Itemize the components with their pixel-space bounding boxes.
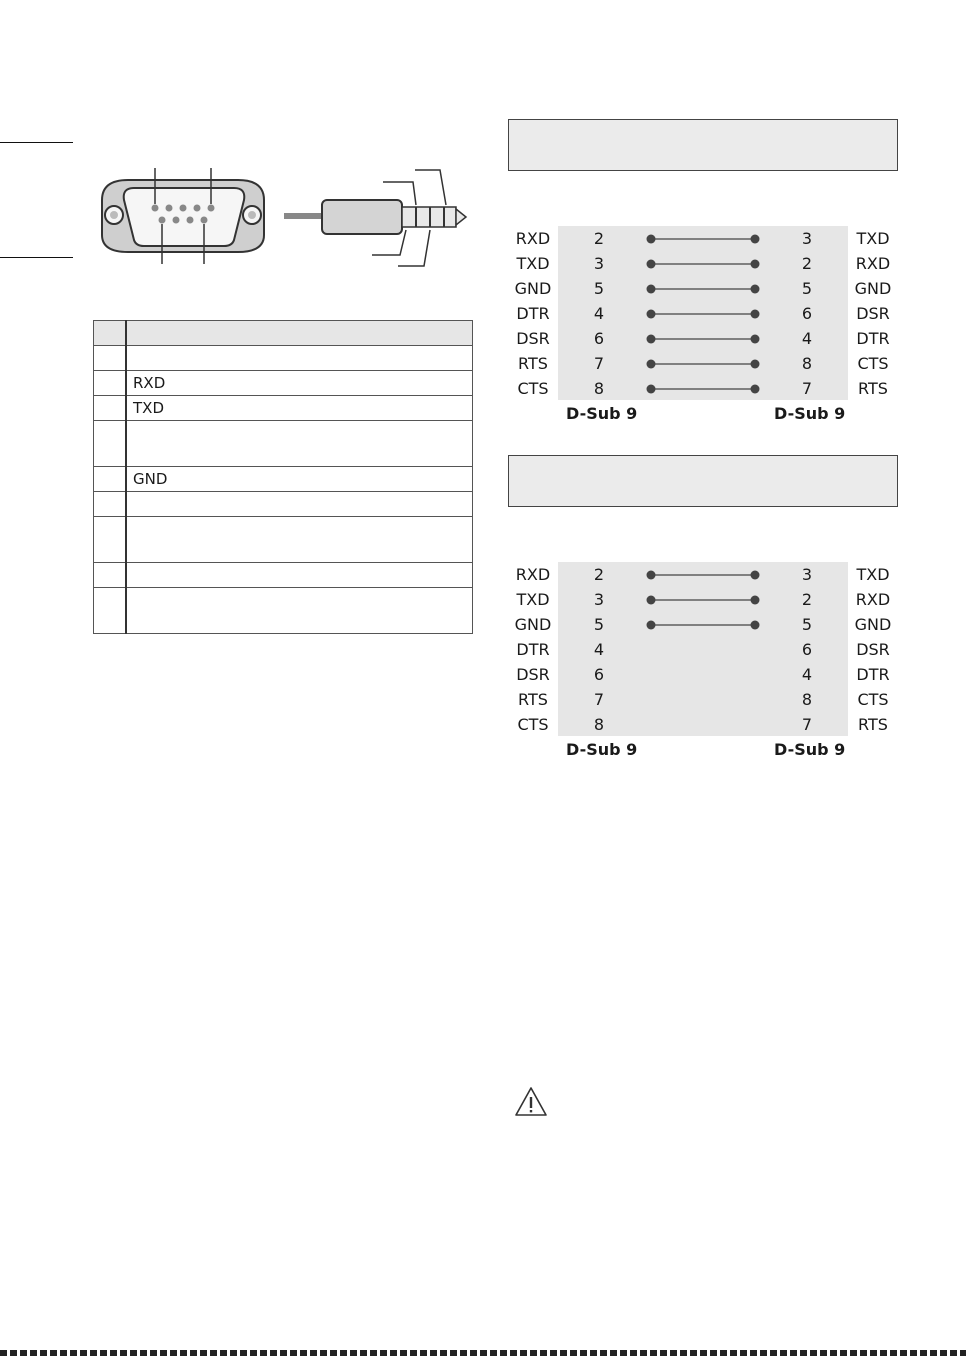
left-signal-label: DSR [516,665,550,684]
signal-cell [126,346,473,371]
left-pin-number: 3 [593,590,605,609]
left-margin-rule-top [0,142,73,143]
right-connector-label: D-Sub 9 [774,404,846,423]
right-signal-label: DSR [856,304,890,323]
right-pin-number: 3 [801,565,813,584]
table-header-row [94,321,473,346]
right-pin-number: 7 [801,715,813,734]
left-pin-number: 6 [593,329,605,348]
wire-endpoint [647,335,656,344]
wire-connection [647,260,760,269]
signal-cell: RXD [126,371,473,396]
left-pin-number: 7 [593,690,605,709]
left-pin-number: 7 [593,354,605,373]
table-row [94,517,473,563]
wire-connection [647,235,760,244]
pin-number-cell [94,371,127,396]
right-signal-label: DSR [856,640,890,659]
config-header-box-3-wire [508,455,898,507]
table-row [94,467,473,492]
right-pin-number: 4 [801,665,813,684]
right-pin-number: 5 [801,615,813,634]
wiring-diagram-7-wire [505,226,900,431]
left-pin-number: 8 [593,379,605,398]
right-pin-number: 2 [801,590,813,609]
wire-endpoint [647,571,656,580]
right-signal-label: RTS [858,715,888,734]
left-signal-label: CTS [517,715,549,734]
wire-endpoint [647,596,656,605]
right-connector-label: D-Sub 9 [774,740,846,759]
caution-triangle-icon [514,1086,548,1118]
left-pin-number: 3 [593,254,605,273]
table-row [94,588,473,634]
left-pin-number: 2 [593,565,605,584]
right-pin-number: 5 [801,279,813,298]
table-row [94,371,473,396]
signal-cell [126,421,473,467]
right-signal-label: CTS [857,690,889,709]
right-signal-label: CTS [857,354,889,373]
wire-connection [647,596,760,605]
wire-endpoint [647,310,656,319]
right-pin-number: 6 [801,640,813,659]
right-pin-number: 2 [801,254,813,273]
wire-endpoint [751,310,760,319]
right-signal-label: TXD [856,565,890,584]
right-pin-number: 7 [801,379,813,398]
right-signal-label: RXD [855,254,891,273]
wire-connection [647,571,760,580]
left-signal-label: RTS [518,690,548,709]
pin-number-cell [94,517,127,563]
config-header-box-7-wire [508,119,898,171]
pin-number-cell [94,588,127,634]
wire-endpoint [751,260,760,269]
right-pin-number: 8 [801,690,813,709]
wire-endpoint [751,385,760,394]
left-signal-label: RXD [515,565,551,584]
signal-header-cell [126,321,473,346]
left-signal-label: GND [514,615,552,634]
left-signal-label: TXD [516,590,550,609]
page-bottom-dashed-rule [0,1350,966,1356]
table-row [94,492,473,517]
wire-endpoint [647,385,656,394]
right-signal-label: DTR [856,329,890,348]
left-connector-label: D-Sub 9 [566,740,638,759]
table-row [94,346,473,371]
left-pin-number: 5 [593,615,605,634]
wire-connection [647,385,760,394]
left-pin-number: 4 [593,640,605,659]
wire-connection [647,621,760,630]
left-signal-label: DTR [516,304,550,323]
wire-endpoint [647,360,656,369]
pinout-table [93,320,473,634]
right-pin-number: 6 [801,304,813,323]
left-signal-label: TXD [516,254,550,273]
left-pin-number: 2 [593,229,605,248]
table-row [94,396,473,421]
signal-cell [126,588,473,634]
pin-number-cell [94,321,127,346]
wire-endpoint [751,285,760,294]
audio-jack-plug-icon [284,170,466,266]
wire-endpoint [751,571,760,580]
right-pin-number: 4 [801,329,813,348]
wire-connection [647,310,760,319]
wire-endpoint [751,360,760,369]
left-signal-label: CTS [517,379,549,398]
right-pin-number: 8 [801,354,813,373]
signal-cell [126,563,473,588]
signal-cell [126,517,473,563]
wire-layer [505,562,900,736]
connector-illustration [88,160,468,270]
dsub9-connector-icon [102,168,264,264]
wire-endpoint [647,285,656,294]
pin-number-cell [94,346,127,371]
left-pin-number: 8 [593,715,605,734]
right-signal-label: RTS [858,379,888,398]
left-signal-label: RTS [518,354,548,373]
wire-endpoint [647,260,656,269]
wire-endpoint [751,235,760,244]
left-signal-label: RXD [515,229,551,248]
wire-endpoint [751,621,760,630]
table-row [94,563,473,588]
wire-endpoint [751,596,760,605]
left-margin-rule-bottom [0,257,73,258]
right-signal-label: TXD [856,229,890,248]
right-pin-number: 3 [801,229,813,248]
right-signal-label: RXD [855,590,891,609]
left-signal-label: GND [514,279,552,298]
pin-number-cell [94,467,127,492]
left-pin-number: 5 [593,279,605,298]
left-pin-number: 6 [593,665,605,684]
pin-number-cell [94,563,127,588]
pin-number-cell [94,396,127,421]
wire-connection [647,335,760,344]
wire-connection [647,285,760,294]
left-signal-label: DSR [516,329,550,348]
right-signal-label: GND [854,615,892,634]
wire-layer [505,226,900,400]
right-signal-label: DTR [856,665,890,684]
wiring-diagram-3-wire [505,562,900,767]
wire-endpoint [647,621,656,630]
table-row [94,421,473,467]
wire-connection [647,360,760,369]
pin-number-cell [94,492,127,517]
signal-cell: TXD [126,396,473,421]
signal-cell [126,492,473,517]
left-connector-label: D-Sub 9 [566,404,638,423]
left-pin-number: 4 [593,304,605,323]
pin-number-cell [94,421,127,467]
wire-endpoint [647,235,656,244]
signal-cell: GND [126,467,473,492]
wire-endpoint [751,335,760,344]
left-signal-label: DTR [516,640,550,659]
right-signal-label: GND [854,279,892,298]
